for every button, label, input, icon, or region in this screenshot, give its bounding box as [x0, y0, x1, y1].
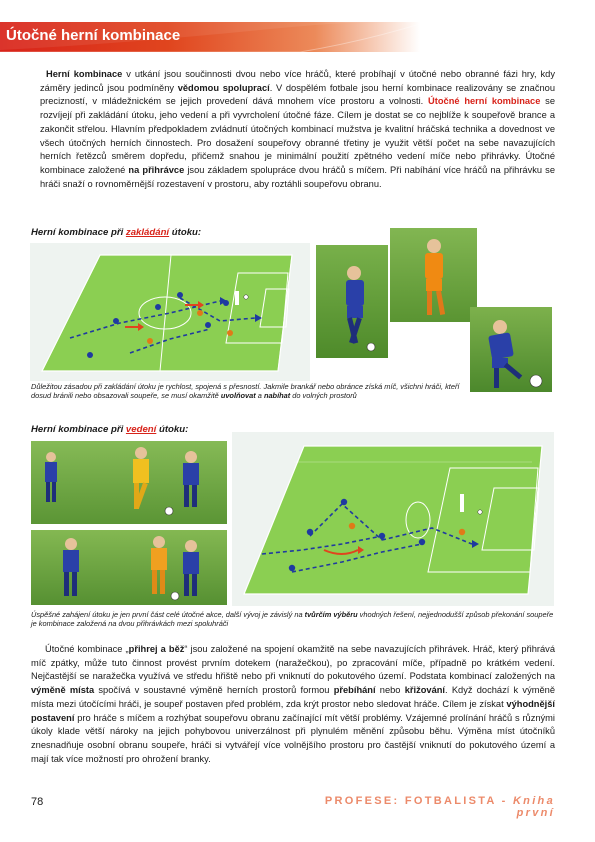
term-vyhodnejsi-postaveni: výhodnější postavení	[31, 698, 555, 723]
caption-zakladani	[31, 382, 463, 401]
section-heading-zakladani	[31, 227, 201, 238]
caption1-text-1: Důležitou zásadou při zakládání útoku je rychlost, spojená s přesností. Jakmile brankář nebo obránce získá míč, všichni hráči, kteří dosud bránili nebo obsazovali soupeře, se musí okamžitě	[31, 382, 460, 401]
book-brand	[300, 795, 555, 819]
brand-title: PROFESE: FOTBALISTA -	[324, 795, 513, 807]
para2-text-5: . Když dochází k výměně místa mezi útočícími hráči, je soupeř postaven před problém, zda krýt prostor nebo sledovat hráče. Cílem je získat	[31, 685, 555, 709]
term-na-prihravce: na přihrávce	[128, 164, 185, 175]
intro-paragraph	[40, 68, 555, 191]
caption-vedeni	[31, 610, 555, 629]
caption2-text-1: Úspěšné zahájení útoku je jen první část celé útočné akce, další vývoj je závislý na	[31, 610, 305, 619]
brand-subtitle: Kniha první	[512, 795, 555, 819]
term-prihrej-a-bez: přihrej a běž	[128, 644, 185, 654]
section1-pre: Herní kombinace při	[31, 227, 126, 238]
intro-text-3: se rozvíjejí při zakládání útoku, jeho vedení a při vyvrcholení útočné fáze. Cílem je dostat se co nejblíže k soupeřově brance a zakončit střelou. Hlavním předpokladem zvládnutí útočných kombinací mužstva je kvalitní hráčská technika a dovednost ve všech útočných herních činnostech. Pro dosažení soupeřovy obranné třetiny je využit větší počet na sebe navazujících herních řetězců směrem dopředu, přičemž snahou je minimální použití zpětného vedení míče nebo přihrávky. Útočné kombinace založené	[40, 96, 555, 175]
page-title: Útočné herní kombinace	[6, 27, 181, 44]
term-utocne-kombinace: Útočné herní kombinace	[428, 96, 541, 107]
tactical-diagram-zakladani	[30, 243, 310, 381]
paragraph-prihrej-a-bez	[31, 643, 555, 766]
caption2-term-tvurci-vyber: tvůrčím výběru	[304, 610, 358, 619]
caption1-text-2: a	[255, 391, 264, 401]
section1-post: útoku:	[169, 227, 202, 238]
intro-text-1: v utkání jsou součinnosti dvou nebo více hráčů, které probíhají v útočné nebo obranné fázi hry, kdy záměry jedinců jsou podmíněny	[40, 69, 556, 93]
section2-pre: Herní kombinace při	[31, 424, 126, 435]
term-herni-kombinace: Herní kombinace	[46, 69, 123, 79]
photo-player-dribbling	[316, 245, 388, 358]
page-number: 78	[31, 796, 44, 808]
player-figure-icon	[390, 228, 477, 322]
para2-text-3: spočívá v soustavné výměně herních prostorů formou	[94, 685, 334, 696]
para2-text-1: Útočné kombinace „	[45, 644, 129, 654]
section2-highlight: vedení	[125, 424, 157, 435]
caption1-term-nabihat: nabíhat	[263, 391, 291, 401]
tactical-diagram-vedeni	[232, 432, 554, 606]
players-figure-icon	[31, 530, 227, 605]
term-vymena-mista: výměně místa	[31, 685, 95, 696]
photo-player-running	[390, 228, 477, 322]
term-vedoma-spoluprace: vědomou spoluprací	[177, 82, 270, 93]
intro-text-4: jsou základem spolupráce dvou hráčů s míčem. Při nabíhání více hráčů na přihrávku se hráči snaží o rovnoměrnější rozestavení v prostoru, aby roztáhli soupeřovu obranu.	[40, 164, 556, 189]
para2-text-6: pro hráče s míčem a rozhýbat soupeřovu obranu začínající mít větší problémy. Vzájemné prolínání hráčů s různými úkoly klade větší nároky na jejich pohybovou univerzálnost při plynulém měnění způsobu běhu. Výměna míst útočníků znesnadňuje osobní obranu soupeře, hráči si vytvářejí více volnějšího prostoru pro častější vniknutí do pokutového území a mají tak více možností pro ohrožení branky.	[31, 712, 555, 764]
term-prebihani: přebíhání	[333, 685, 376, 696]
photo-player-kicking	[470, 307, 552, 392]
section1-highlight: zakládání	[125, 227, 170, 238]
player-figure-icon	[316, 245, 388, 358]
player-figure-icon	[470, 307, 552, 392]
caption1-term-uvolnovat: uvolňovat	[220, 391, 256, 401]
caption1-text-3: do volných prostorů	[290, 391, 357, 401]
section-heading-vedeni	[31, 424, 188, 435]
photo-duel-1	[31, 441, 227, 524]
chapter-header	[0, 22, 420, 52]
players-figure-icon	[31, 441, 227, 524]
para2-text-2: “ jsou založené na spojení okamžitě na sebe navazujících přihrávek. Hráč, který přihrává míč zpátky, může tuto činnost provést prvním dotekem (naražečkou), po zpracování míče, případně po krátkém vedení. Nejčastější se naražečka využívá ve středu hřiště nebo při vniknutí do pokutového území. Podstata kombinací založených na	[31, 644, 556, 682]
para2-text-4: nebo	[375, 685, 405, 696]
term-krizovani: křižování	[404, 685, 446, 696]
caption2-text-2: vhodných řešení, nejjednodušší způsob překonání soupeře je kombinace založená na dvou přihrávkách mezi spoluhráči	[31, 610, 554, 629]
intro-text-2: . V dospělém fotbale jsou herní kombinace realizovány se značnou precizností, v mládežnickém se jejich provedení dává mnohem více prostoru a volnosti.	[40, 82, 556, 107]
section2-post: útoku:	[156, 424, 189, 435]
photo-duel-2	[31, 530, 227, 605]
